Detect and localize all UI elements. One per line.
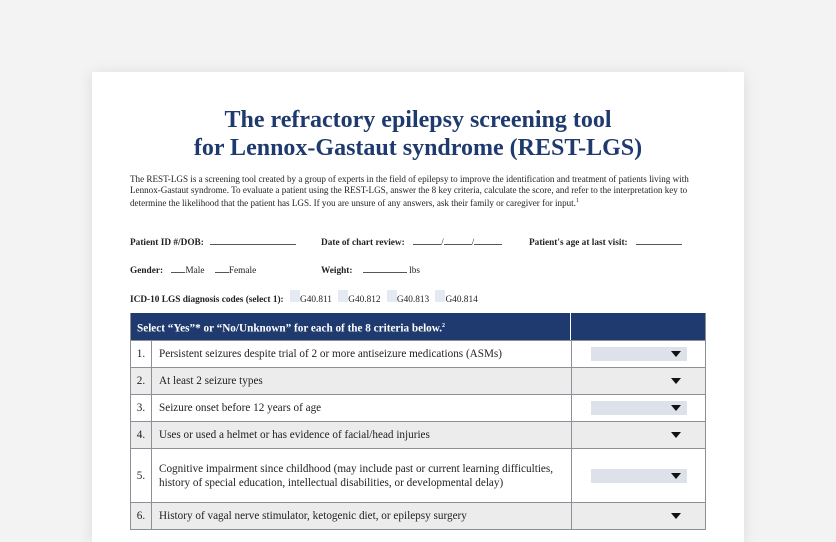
- answer-column-header: [571, 313, 705, 340]
- answer-dropdown[interactable]: [591, 347, 687, 361]
- icd-checkbox[interactable]: [338, 290, 348, 302]
- chart-review-group: [321, 234, 502, 249]
- icd-code-option: G40.811: [299, 295, 332, 305]
- answer-dropdown[interactable]: [591, 428, 687, 442]
- chevron-down-icon: [671, 432, 681, 438]
- chevron-down-icon: [671, 513, 681, 519]
- chevron-down-icon: [671, 378, 681, 384]
- answer-dropdown[interactable]: [591, 469, 687, 483]
- icd-checkbox[interactable]: [435, 290, 445, 302]
- criteria-number: 4.: [131, 422, 152, 448]
- criteria-text: Persistent seizures despite trial of 2 or more antiseizure medications (ASMs): [152, 341, 572, 367]
- chevron-down-icon: [671, 351, 681, 357]
- criteria-number: 1.: [131, 341, 152, 367]
- male-option: Male: [185, 266, 205, 276]
- criteria-row: [131, 394, 705, 421]
- chevron-down-icon: [671, 473, 681, 479]
- criteria-text: Cognitive impairment since childhood (may include past or current learning difficulties, history of special education, intellectual disabilities, or developmental delay): [152, 449, 572, 502]
- gender-label: Gender:: [130, 266, 164, 276]
- criteria-row: [131, 448, 705, 502]
- answer-dropdown[interactable]: [591, 509, 687, 523]
- icd-code-option: G40.813: [396, 295, 430, 305]
- chart-review-year-field[interactable]: [474, 234, 502, 245]
- icd-checkbox[interactable]: [290, 290, 300, 302]
- criteria-text: At least 2 seizure types: [152, 368, 572, 394]
- icd-codes-row: [130, 290, 478, 306]
- criteria-row: [131, 340, 705, 367]
- icd-checkbox[interactable]: [387, 290, 397, 302]
- intro-text: The REST-LGS is a screening tool created by a group of experts in the field of epilepsy to improve the identification and treatment of patients living with Lennox-Gastaut syndrome. To evaluate a patient using the REST-LGS, answer the 8 key criteria, calculate the score, and refer to the interpretation key to determine the likelihood that the patient has LGS. If you are unsure of any answers, ask their family or caregiver for input.: [130, 174, 689, 209]
- screening-form-sheet: [92, 72, 744, 542]
- criteria-row: [131, 421, 705, 448]
- age-field[interactable]: [636, 234, 682, 245]
- criteria-header-reference: 2: [442, 323, 446, 329]
- date-separator: /: [441, 238, 444, 248]
- date-separator: /: [471, 238, 475, 248]
- chart-review-day-field[interactable]: [444, 234, 472, 245]
- gender-group: [130, 262, 256, 277]
- female-option: Female: [228, 266, 257, 276]
- criteria-table-header: [131, 313, 705, 340]
- female-checkbox[interactable]: [215, 262, 229, 273]
- icd-label: ICD-10 LGS diagnosis codes (select 1):: [130, 295, 284, 305]
- weight-group: [321, 262, 420, 277]
- criteria-text: Uses or used a helmet or has evidence of facial/head injuries: [152, 422, 572, 448]
- age-label: Patient's age at last visit:: [529, 238, 628, 248]
- male-checkbox[interactable]: [171, 262, 185, 273]
- criteria-text: Seizure onset before 12 years of age: [152, 395, 572, 421]
- form-title: [92, 106, 744, 162]
- patient-id-field[interactable]: [210, 234, 296, 245]
- criteria-number: 2.: [131, 368, 152, 394]
- chart-review-month-field[interactable]: [413, 234, 441, 245]
- icd-code-option: G40.814: [445, 295, 478, 305]
- answer-dropdown[interactable]: [591, 401, 687, 415]
- intro-reference: 1: [575, 198, 579, 204]
- form-title-line1: The refractory epilepsy screening tool: [224, 107, 612, 133]
- criteria-row: [131, 502, 705, 529]
- intro-paragraph: [130, 174, 712, 209]
- criteria-number: 3.: [131, 395, 152, 421]
- chart-review-label: Date of chart review:: [321, 238, 405, 248]
- weight-label: Weight:: [321, 266, 353, 276]
- icd-code-option: G40.812: [348, 295, 381, 305]
- criteria-number: 6.: [131, 503, 152, 529]
- criteria-row: [131, 367, 705, 394]
- chevron-down-icon: [671, 405, 681, 411]
- weight-field[interactable]: [363, 262, 407, 273]
- patient-info-row: [130, 234, 296, 249]
- form-title-line2: for Lennox-Gastaut syndrome (REST-LGS): [193, 135, 643, 161]
- patient-id-label: Patient ID #/DOB:: [130, 238, 204, 248]
- criteria-text: History of vagal nerve stimulator, ketogenic diet, or epilepsy surgery: [152, 503, 572, 529]
- answer-dropdown[interactable]: [591, 374, 687, 388]
- criteria-table: [130, 313, 706, 530]
- criteria-header-label: Select “Yes”* or “No/Unknown” for each of the 8 criteria below.: [137, 322, 443, 335]
- criteria-number: 5.: [131, 449, 152, 502]
- criteria-header-text: [131, 313, 571, 340]
- age-group: [529, 234, 682, 249]
- weight-unit: lbs: [409, 266, 421, 276]
